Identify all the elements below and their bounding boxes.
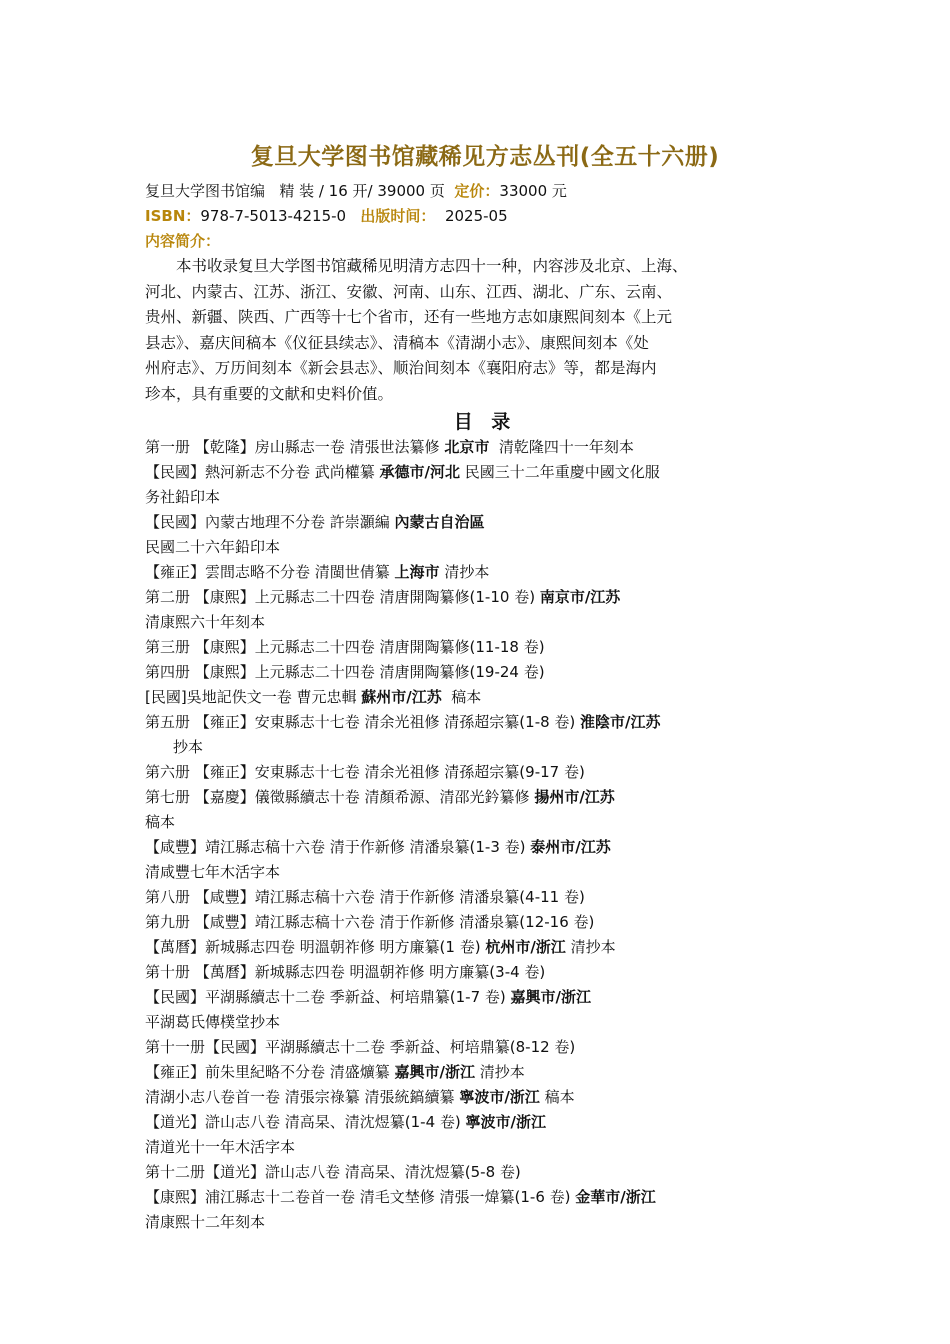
- date-value: 2025-05: [444, 207, 508, 225]
- isbn-label: ISBN：: [145, 207, 201, 225]
- toc-entry-text: 【民國】平湖縣續志十二卷 季新益、柯培鼎纂(1-7 卷): [145, 988, 511, 1006]
- toc-entry-text: 【民國】內蒙古地理不分卷 許崇灝編: [145, 513, 395, 531]
- toc-entry-region: 金華市/浙江: [575, 1188, 656, 1206]
- toc-entry-text: 清康熙十二年刻本: [145, 1213, 266, 1231]
- toc-entry-text: 清道光十一年木活字本: [145, 1138, 296, 1156]
- table-of-contents: [145, 435, 825, 1235]
- intro-paragraph: [145, 254, 825, 407]
- toc-entry: [145, 960, 825, 985]
- page-title: 复旦大学图书馆藏稀见方志丛刊(全五十六册): [250, 144, 720, 170]
- toc-entry-text: 第七册 【嘉慶】儀徵縣續志十卷 清顏希源、清邵光鈐纂修: [145, 788, 535, 806]
- toc-entry: [145, 885, 825, 910]
- book-meta-line-2: [145, 204, 825, 229]
- toc-entry: [145, 760, 825, 785]
- toc-entry: [145, 635, 825, 660]
- toc-entry: [145, 1160, 825, 1185]
- toc-entry-edition: 清抄本: [439, 563, 490, 581]
- toc-entry-region: 北京市: [444, 438, 490, 456]
- toc-entry: [145, 610, 825, 635]
- toc-entry-text: 【道光】滸山志八卷 清高杲、清沈煜纂(1-4 卷): [145, 1113, 466, 1131]
- toc-entry: [145, 485, 825, 510]
- toc-entry: [145, 510, 825, 535]
- toc-entry-text: 第十册 【萬曆】新城縣志四卷 明溫朝祚修 明方廉纂(3-4 卷): [145, 963, 546, 981]
- toc-entry: [145, 910, 825, 935]
- toc-entry: [145, 735, 825, 760]
- toc-entry-text: 稿本: [145, 813, 176, 831]
- toc-entry-region: 承德市/河北: [379, 463, 461, 481]
- toc-entry-region: 寧波市/浙江: [459, 1088, 540, 1106]
- toc-entry-text: 第十一册【民國】平湖縣續志十二卷 季新益、柯培鼎纂(8-12 卷): [145, 1038, 576, 1056]
- toc-entry-region: 寧波市/浙江: [465, 1113, 546, 1131]
- toc-entry: [145, 1185, 825, 1210]
- date-label: 出版时间：: [360, 207, 436, 225]
- toc-entry-edition: 清乾隆四十一年刻本: [489, 438, 634, 456]
- intro-line: 珍本，具有重要的文献和史料价值。: [145, 384, 394, 403]
- toc-entry-text: 第三册 【康熙】上元縣志二十四卷 清唐開陶纂修(11-18 卷): [145, 638, 545, 656]
- toc-entry-text: 第二册 【康熙】上元縣志二十四卷 清唐開陶纂修(1-10 卷): [145, 588, 540, 606]
- toc-entry-edition: 清抄本: [475, 1063, 525, 1081]
- toc-entry: [145, 1010, 825, 1035]
- price-value: 33000 元: [499, 182, 567, 200]
- toc-entry-edition: 稿本: [539, 1088, 575, 1106]
- toc-entry-region: 上海市: [394, 563, 440, 581]
- toc-entry-text: 【咸豐】靖江縣志稿十六卷 清于作新修 清潘泉纂(1-3 卷): [145, 838, 531, 856]
- toc-entry: [145, 535, 825, 560]
- toc-entry-text: 民國二十六年鉛印本: [145, 538, 281, 556]
- toc-entry-text: 【雍正】前朱里紀略不分卷 清盛爌纂: [145, 1063, 395, 1081]
- toc-entry: [145, 785, 825, 810]
- toc-entry-text: 清咸豐七年木活字本: [145, 863, 281, 881]
- toc-entry-text: 平湖葛氏傳樸堂抄本: [145, 1013, 281, 1031]
- intro-line: 河北、内蒙古、江苏、浙江、安徽、河南、山东、江西、湖北、广东、云南、: [145, 282, 673, 301]
- toc-entry: [145, 835, 825, 860]
- toc-entry-text: 【雍正】雲間志略不分卷 清閩世倩纂: [145, 563, 395, 581]
- toc-entry: [145, 660, 825, 685]
- toc-entry: [145, 710, 825, 735]
- toc-entry: [145, 1035, 825, 1060]
- toc-entry-text: 清康熙六十年刻本: [145, 613, 266, 631]
- toc-entry-text: 【康熙】浦江縣志十二卷首一卷 清毛文埜修 清張一煒纂(1-6 卷): [145, 1188, 576, 1206]
- toc-entry: [145, 460, 825, 485]
- toc-entry-region: 揚州市/江苏: [534, 788, 615, 806]
- intro-line: 县志》、嘉庆间稿本《仪征县续志》、清稿本《清湖小志》、康熙间刻本《处: [145, 333, 649, 352]
- intro-line: 贵州、新疆、陕西、广西等十七个省市，还有一些地方志如康熙间刻本《上元: [145, 308, 673, 326]
- toc-entry: [145, 1060, 825, 1085]
- toc-entry: [145, 935, 825, 960]
- book-meta-line-1: [145, 179, 825, 204]
- toc-entry-region: 嘉興市/浙江: [510, 988, 591, 1006]
- toc-entry-region: 內蒙古自治區: [394, 513, 485, 531]
- binding-info: 精 装 / 16 开/ 39000 页: [279, 182, 445, 200]
- document-page: [145, 138, 825, 1235]
- toc-entry-text: 【民國】熱河新志不分卷 武尚權纂: [145, 463, 380, 481]
- toc-entry-text: 第九册 【咸豐】靖江縣志稿十六卷 清于作新修 清潘泉纂(12-16 卷): [145, 913, 595, 931]
- toc-entry-text: 【萬曆】新城縣志四卷 明溫朝祚修 明方廉纂(1 卷): [145, 938, 486, 956]
- toc-entry-region: 泰州市/江苏: [530, 838, 611, 856]
- editor: 复旦大学图书馆编: [145, 182, 266, 200]
- toc-entry: [145, 1085, 825, 1110]
- toc-entry-region: 嘉興市/浙江: [394, 1063, 476, 1081]
- toc-entry: [145, 685, 825, 710]
- toc-entry: [145, 985, 825, 1010]
- toc-entry: [145, 1135, 825, 1160]
- toc-entry-text: 清湖小志八卷首一卷 清張宗祿纂 清張統鎬續纂: [145, 1088, 460, 1106]
- toc-entry-text: 第四册 【康熙】上元縣志二十四卷 清唐開陶纂修(19-24 卷): [145, 663, 545, 681]
- toc-entry-text: 抄本: [173, 738, 204, 756]
- toc-entry: [145, 1210, 825, 1235]
- toc-entry-edition: 民國三十二年重慶中國文化服: [460, 463, 660, 481]
- toc-entry-text: [民國]吳地記佚文一卷 曹元忠輯: [145, 688, 362, 706]
- toc-entry: [145, 860, 825, 885]
- toc-entry-region: 蘇州市/江苏: [361, 688, 442, 706]
- toc-entry-text: 第五册 【雍正】安東縣志十七卷 清余光祖修 清孫超宗纂(1-8 卷): [145, 713, 581, 731]
- toc-entry-text: 第八册 【咸豐】靖江縣志稿十六卷 清于作新修 清潘泉纂(4-11 卷): [145, 888, 585, 906]
- toc-entry: [145, 435, 825, 460]
- toc-title: 目 录: [453, 411, 517, 433]
- toc-entry: [145, 560, 825, 585]
- toc-entry: [145, 1110, 825, 1135]
- price-label: 定价：: [454, 182, 500, 200]
- isbn-value: 978-7-5013-4215-0: [200, 207, 347, 225]
- toc-entry-text: 第一册 【乾隆】房山縣志一卷 清張世法纂修: [145, 438, 445, 456]
- toc-entry-region: 杭州市/浙江: [485, 938, 566, 956]
- toc-entry: [145, 585, 825, 610]
- intro-line: 州府志》、万历间刻本《新会县志》、顺治间刻本《襄阳府志》等，都是海内: [145, 359, 657, 377]
- toc-entry-text: 第六册 【雍正】安東縣志十七卷 清余光祖修 清孫超宗纂(9-17 卷): [145, 763, 585, 781]
- toc-entry: [145, 810, 825, 835]
- toc-entry-text: 第十二册【道光】滸山志八卷 清高杲、清沈煜纂(5-8 卷): [145, 1163, 521, 1181]
- intro-label: 内容简介：: [145, 232, 221, 250]
- intro-line: 本书收录复旦大学图书馆藏稀见明清方志四十一种，内容涉及北京、上海、: [176, 257, 688, 275]
- toc-entry-region: 南京市/江苏: [539, 588, 621, 606]
- toc-entry-region: 淮陰市/江苏: [580, 713, 661, 731]
- toc-entry-text: 务社鉛印本: [145, 488, 221, 506]
- toc-entry-edition: 清抄本: [565, 938, 616, 956]
- toc-entry-edition: 稿本: [441, 688, 482, 706]
